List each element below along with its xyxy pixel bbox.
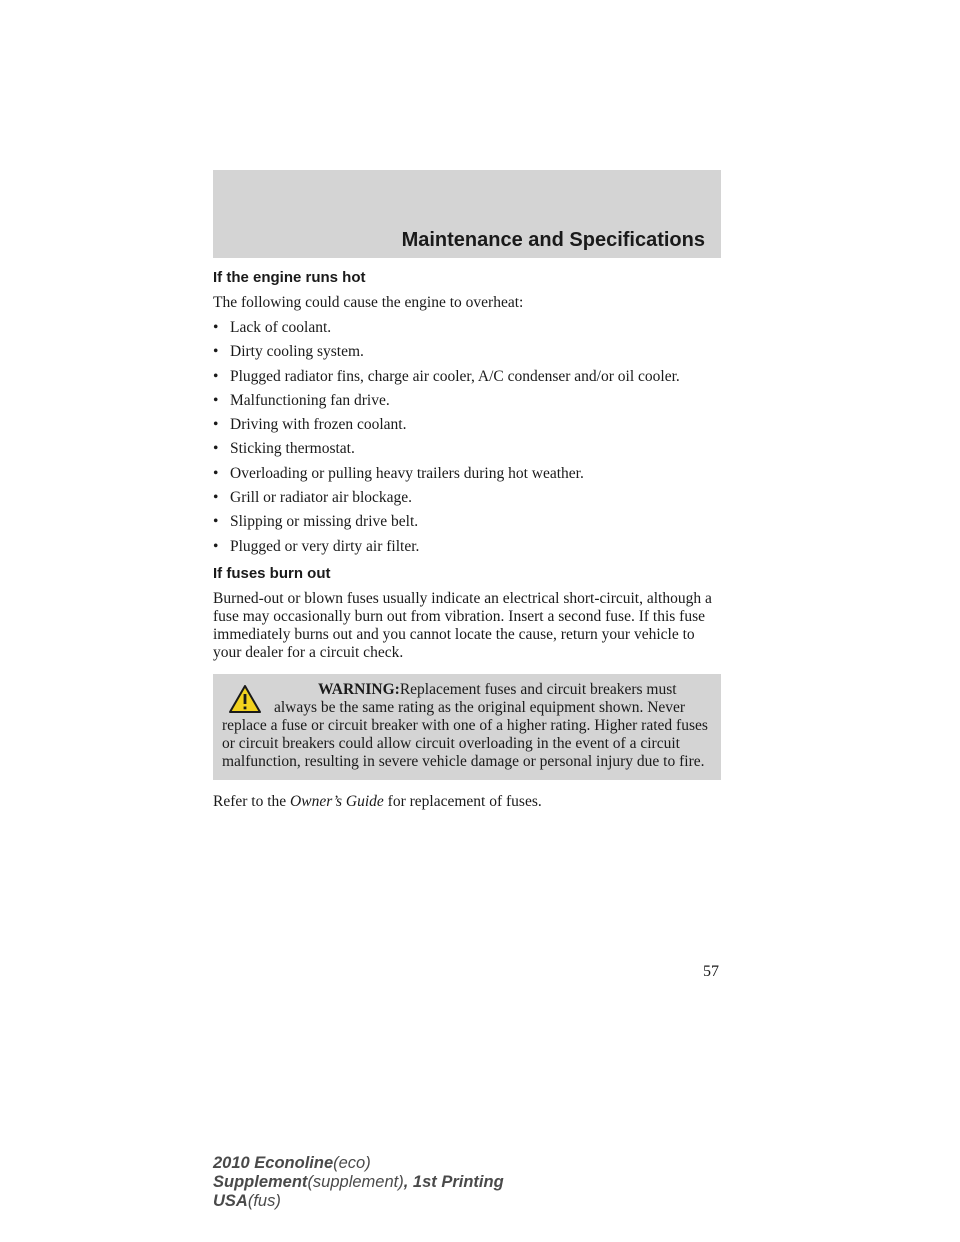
page-number: 57 [703, 963, 719, 980]
document-footer: 2010 Econoline(eco) Supplement(supplement), 1st Printing USA(fus) [213, 1154, 504, 1210]
section-header-band [213, 170, 721, 258]
list-item: • Lack of coolant. [213, 319, 332, 336]
list-item: • Grill or radiator air blockage. [213, 489, 413, 507]
fuses-paragraph: Burned-out or blown fuses usually indicate an electrical short-circuit, although a fuse may occasionally burn out from vibration. Insert a second fuse. If this fuse immediately burns out and you cannot locate the cause, return your vehicle to your dealer for a circuit check. [213, 589, 712, 661]
overheat-intro: The following could cause the engine to overheat: [213, 294, 524, 311]
section-title: Maintenance and Specifications [401, 229, 705, 251]
heading-fuses-burn-out: If fuses burn out [213, 564, 331, 582]
warning-triangle-icon [228, 684, 262, 714]
warning-box [213, 674, 721, 780]
warning-text: Replacement fuses and circuit breakers must always be the same rating as the original equipment shown. Never replace a fuse or circuit breaker with one of a higher rating. Higher rated fuses or circuit breakers could allow circuit overloading in the event of a circuit malfunction, resulting in severe vehicle damage or personal injury due to fire. [222, 680, 708, 770]
list-item: • Driving with frozen coolant. [213, 416, 407, 434]
list-item: • Malfunctioning fan drive. [213, 391, 390, 409]
overheat-causes-list [213, 319, 721, 556]
warning-label: WARNING: [318, 680, 400, 698]
list-item: • Sticking thermostat. [213, 440, 355, 458]
list-item: • Slipping or missing drive belt. [213, 513, 419, 531]
list-item: • Dirty cooling system. [213, 343, 364, 361]
list-item: • Plugged radiator fins, charge air cooler, A/C condenser and/or oil cooler. [213, 367, 680, 385]
heading-engine-runs-hot: If the engine runs hot [213, 269, 366, 286]
list-item: • Plugged or very dirty air filter. [213, 537, 420, 555]
list-item: • Overloading or pulling heavy trailers during hot weather. [213, 464, 584, 482]
refer-owners-guide: Refer to the Owner’s Guide for replacement of fuses. [213, 792, 542, 810]
owners-guide-reference: Owner’s Guide [290, 792, 384, 810]
page-content [213, 268, 721, 818]
